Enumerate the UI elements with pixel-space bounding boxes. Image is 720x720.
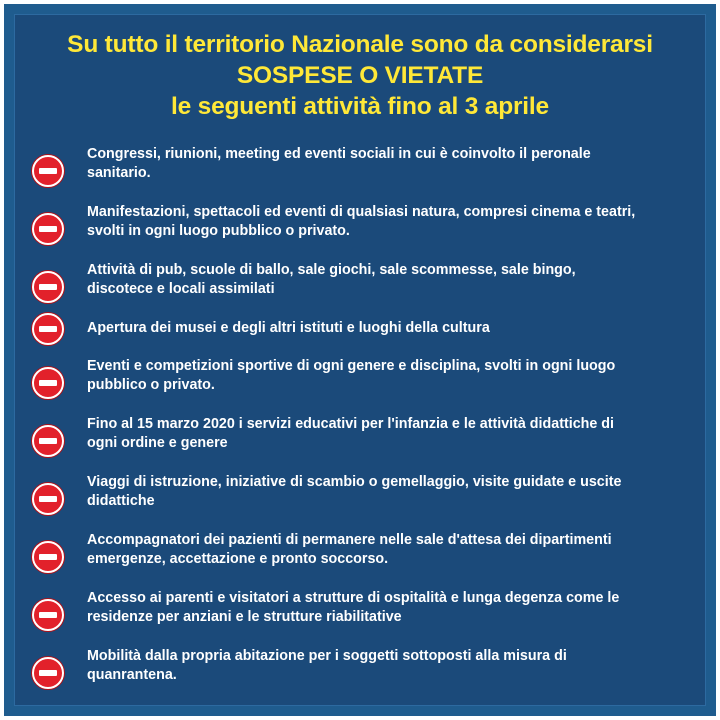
item-text: Manifestazioni, spettacoli ed eventi di qualsiasi natura, compresi cinema e teatri, svolti in ogni luogo pubblico o privato. <box>87 204 636 239</box>
no-entry-icon <box>32 541 64 573</box>
no-entry-icon <box>32 657 64 689</box>
item-text: Viaggi di istruzione, iniziative di scambio o gemellaggio, visite guidate e uscite didattiche <box>87 474 622 509</box>
header-line-2: SOSPESE O VIETATE <box>236 62 484 89</box>
poster-frame <box>4 4 716 716</box>
poster-panel <box>14 14 706 706</box>
item-text: Eventi e competizioni sportive di ogni genere e disciplina, svolti in ogni luogo pubblico o privato. <box>87 358 616 393</box>
item-text: Apertura dei musei e degli altri istituti e luoghi della cultura <box>87 320 490 336</box>
item-text: Attività di pub, scuole di ballo, sale giochi, sale scommesse, sale bingo, discotece e locali assimilati <box>87 262 576 297</box>
no-entry-icon <box>32 155 64 187</box>
no-entry-icon <box>32 313 64 345</box>
item-text: Accesso ai parenti e visitatori a strutture di ospitalità e lunga degenza come le residenze per anziani e le strutture riabilitative <box>87 590 620 625</box>
no-entry-icon <box>32 425 64 457</box>
no-entry-icon <box>32 483 64 515</box>
poster-header <box>15 29 705 122</box>
header-line-1: Su tutto il territorio Nazionale sono da considerarsi <box>67 31 653 58</box>
header-line-3: le seguenti attività fino al 3 aprile <box>171 93 549 120</box>
no-entry-icon <box>32 599 64 631</box>
item-text: Congressi, riunioni, meeting ed eventi sociali in cui è coinvolto il peronale sanitario. <box>87 146 591 181</box>
item-text: Mobilità dalla propria abitazione per i soggetti sottoposti alla misura di quanrantena. <box>87 648 567 683</box>
no-entry-icon <box>32 213 64 245</box>
item-text: Accompagnatori dei pazienti di permanere nelle sale d'attesa dei dipartimenti emergenze, accettazione e pronto soccorso. <box>87 532 612 567</box>
item-text: Fino al 15 marzo 2020 i servizi educativi per l'infanzia e le attività didattiche di ogni ordine e genere <box>87 416 615 451</box>
no-entry-icon <box>32 271 64 303</box>
no-entry-icon <box>32 367 64 399</box>
